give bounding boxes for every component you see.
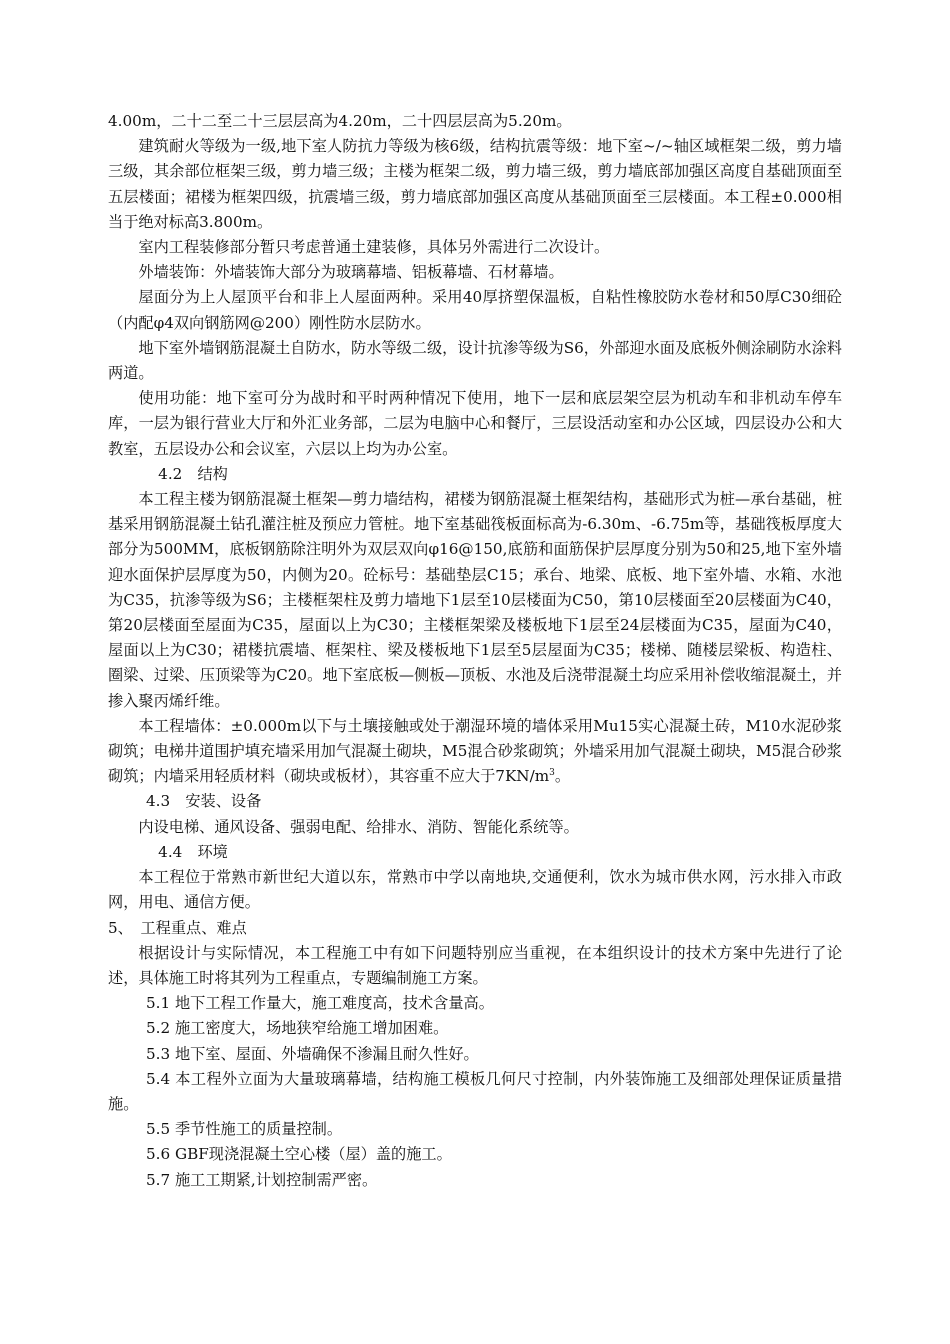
paragraph-interior-finish: 室内工程装修部分暂只考虑普通土建装修，具体另外需进行二次设计。 — [138, 238, 610, 257]
paragraph-environment: 本工程位于常熟市新世纪大道以东，常熟市中学以南地块,交通便利，饮水为城市供水网，污水排入市政网，用电、通信方便。 — [108, 868, 842, 912]
paragraph-fire-seismic-grade: 建筑耐火等级为一级,地下室人防抗力等级为核6级，结构抗震等级：地下室~/~轴区域框架二级，剪力墙三级，其余部位框架三级，剪力墙三级；主楼为框架二级，剪力墙三级，剪力墙底部加强区高度自基础顶面至五层楼面；裙楼为框架四级，抗震墙三级，剪力墙底部加强区高度从基础顶面至三层楼面。本工程±0.000相当于绝对标高3.800m。 — [108, 137, 842, 231]
list-item-5-7: 5.7 施工工期紧,计划控制需严密。 — [146, 1170, 378, 1189]
section-heading-environment: 4.4 环境 — [158, 842, 228, 861]
paragraph-walls-text: 本工程墙体：±0.000m以下与土壤接触或处于潮湿环境的墙体采用Mu15实心混凝土砖，M10水泥砂浆砌筑；电梯井道围护填充墙采用加气混凝土砌块，M5混合砂浆砌筑；外墙采用加气混凝土砌块，M5混合砂浆砌筑；内墙采用轻质材料（砌块或板材），其容重不应大于7KN/m — [108, 716, 842, 786]
paragraph-floor-heights: 4.00m，二十二至二十三层层高为4.20m，二十四层层高为5.20m。 — [108, 112, 572, 130]
document-page — [108, 109, 842, 1193]
list-item-5-5: 5.5 季节性施工的质量控制。 — [146, 1120, 343, 1139]
paragraph-roof: 屋面分为上人屋顶平台和非上人屋面两种。采用40厚挤塑保温板，自粘性橡胶防水卷材和50厚C30细砼（内配φ4双向钢筋网@200）刚性防水层防水。 — [108, 288, 842, 332]
list-item-5-4: 5.4 本工程外立面为大量玻璃幕墙，结构施工模板几何尺寸控制，内外装饰施工及细部处理保证质量措施。 — [108, 1069, 842, 1113]
list-item-5-3: 5.3 地下室、屋面、外墙确保不渗漏且耐久性好。 — [146, 1044, 479, 1063]
section-heading-key-points: 5、 工程重点、难点 — [108, 918, 247, 937]
paragraph-structure: 本工程主楼为钢筋混凝土框架—剪力墙结构，裙楼为钢筋混凝土框架结构，基础形式为桩—承台基础，桩基采用钢筋混凝土钻孔灌注桩及预应力管桩。地下室基础筏板面标高为-6.30m、-6.75m等，基础筏板厚度大部分为500MM，底板钢筋除注明外为双层双向φ16@150,底筋和面筋保护层厚度分别为50和25,地下室外墙迎水面保护层厚度为50，内侧为20。砼标号：基础垫层C15；承台、地梁、底板、地下室外墙、水箱、水池为C35，抗渗等级为S6；主楼框架柱及剪力墙地下1层至10层楼面为C50，第10层楼面至20层楼面为C40，第20层楼面至屋面为C35，屋面以上为C30；主楼框架梁及楼板地下1层至24层楼面为C35，屋面为C40，屋面以上为C30；裙楼抗震墙、框架柱、梁及楼板地下1层至5层屋面为C35；楼梯、随楼层梁板、构造柱、圈梁、过梁、压顶梁等为C20。地下室底板—侧板—顶板、水池及后浇带混凝土均应采用补偿收缩混凝土，并掺入聚丙烯纤维。 — [108, 490, 842, 710]
paragraph-walls — [108, 714, 842, 790]
section-heading-installation: 4.3 安装、设备 — [146, 792, 262, 811]
paragraph-facade: 外墙装饰：外墙装饰大部分为玻璃幕墙、铝板幕墙、石材幕墙。 — [138, 263, 564, 282]
list-item-5-2: 5.2 施工密度大，场地狭窄给施工增加困难。 — [146, 1019, 449, 1038]
superscript-cubed: 3 — [549, 768, 555, 779]
list-item-5-1: 5.1 地下工程工作量大，施工难度高，技术含量高。 — [146, 994, 494, 1013]
paragraph-key-points-intro: 根据设计与实际情况，本工程施工中有如下问题特别应当重视，在本组织设计的技术方案中先进行了论述，具体施工时将其列为工程重点，专题编制施工方案。 — [108, 943, 842, 987]
paragraph-equipment: 内设电梯、通风设备、强弱电配、给排水、消防、智能化系统等。 — [138, 817, 579, 836]
paragraph-usage: 使用功能：地下室可分为战时和平时两种情况下使用，地下一层和底层架空层为机动车和非机动车停车库，一层为银行营业大厅和外汇业务部，二层为电脑中心和餐厅，三层设活动室和办公区域，四层设办公和大教室，五层设办公和会议室，六层以上均为办公室。 — [108, 389, 842, 458]
paragraph-walls-end: 。 — [554, 767, 571, 786]
section-heading-structure: 4.2 结构 — [158, 464, 228, 483]
list-item-5-6: 5.6 GBF现浇混凝土空心楼（屋）盖的施工。 — [146, 1145, 452, 1164]
paragraph-basement-waterproof: 地下室外墙钢筋混凝土自防水，防水等级二级，设计抗渗等级为S6，外部迎水面及底板外侧涂刷防水涂料两道。 — [108, 338, 842, 383]
